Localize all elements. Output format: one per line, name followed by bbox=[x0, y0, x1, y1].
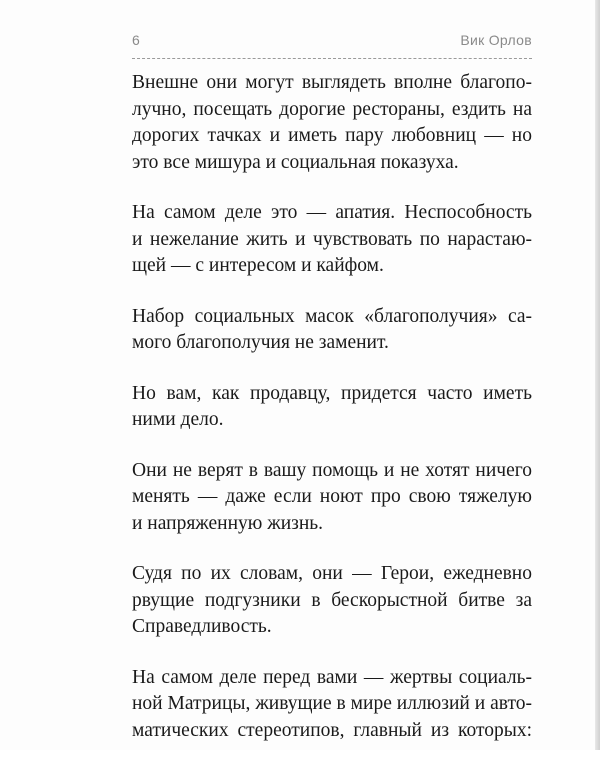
text-line: Но вам, как продавцу, придется часто иметь bbox=[132, 382, 532, 404]
text-line: Они не верят в вашу помощь и не хотят ничего bbox=[132, 459, 532, 481]
header-divider bbox=[132, 58, 532, 59]
text-line: матических стереотипов, главный из которых: bbox=[132, 719, 532, 741]
text-line: это все мишура и социальная показуха. bbox=[132, 151, 459, 173]
page-number: 6 bbox=[132, 32, 140, 48]
paragraph-4 bbox=[132, 381, 532, 434]
paragraph-1 bbox=[132, 70, 532, 176]
text-line: и нежелание жить и чувствовать по нарастаю- bbox=[132, 228, 532, 250]
page-edge-shadow bbox=[595, 0, 600, 750]
text-line: менять — даже если ноют про свою тяжелую bbox=[132, 486, 532, 507]
text-line: Судя по их словам, они — Герои, ежедневно bbox=[132, 563, 532, 584]
text-line: мого благополучия не заменит. bbox=[132, 332, 389, 353]
text-line: Внешне они могут выглядеть вполне благопо- bbox=[132, 72, 532, 93]
text-line: Справедливость. bbox=[132, 616, 272, 637]
text-line: ними дело. bbox=[132, 409, 224, 430]
paragraph-6 bbox=[132, 561, 532, 641]
paragraph-7 bbox=[132, 665, 532, 745]
running-title: Вик Орлов bbox=[460, 32, 532, 48]
paragraph-5 bbox=[132, 458, 532, 538]
text-line: и напряженную жизнь. bbox=[132, 512, 324, 534]
page-header bbox=[132, 30, 532, 56]
paragraph-2 bbox=[132, 200, 532, 280]
paragraph-3 bbox=[132, 304, 532, 357]
text-line: ной Матрицы, живущие в мире иллюзий и авто- bbox=[132, 693, 532, 714]
text-line: щей — с интересом и кайфом. bbox=[132, 255, 384, 276]
text-line: На самом деле перед вами — жертвы социаль- bbox=[132, 666, 532, 688]
text-line: рвущие подгузники в бескорыстной битве за bbox=[132, 589, 532, 611]
text-line: Набор социальных масок «благополучия» са- bbox=[132, 305, 532, 327]
text-line: лучно, посещать дорогие рестораны, ездить на bbox=[132, 98, 532, 120]
body-text bbox=[132, 70, 532, 768]
text-line: На самом деле это — апатия. Неспособность bbox=[132, 202, 532, 223]
text-line: дорогих тачках и иметь пару любовниц — но bbox=[132, 125, 532, 146]
